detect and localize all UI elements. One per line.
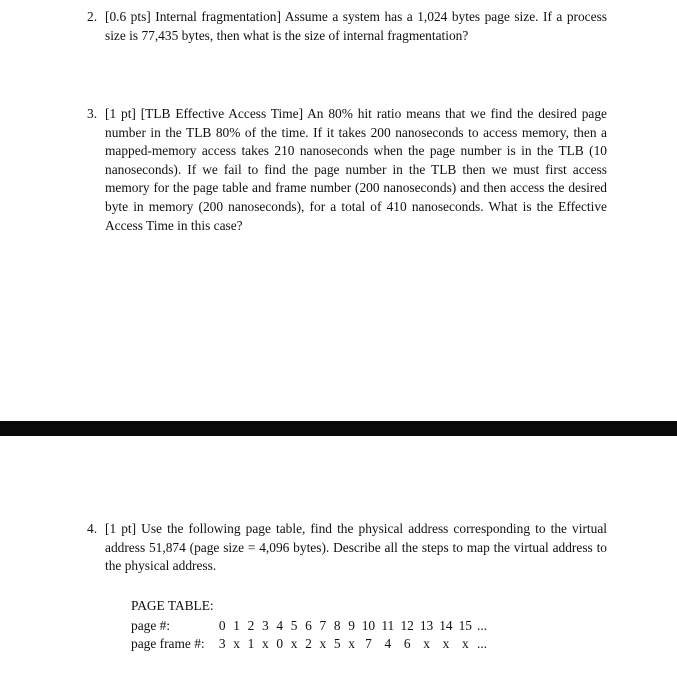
page-frame-cell: x — [348, 636, 355, 652]
page-number-cell: 14 — [439, 617, 453, 633]
page-frame-cell: x — [319, 636, 327, 652]
page-number-cell: 6 — [305, 617, 312, 633]
page-number-cell: 13 — [419, 617, 434, 633]
question-4-text: [1 pt] Use the following page table, find the physical address corresponding to the virtual address 51,874 (page size = 4,096 bytes). Describe all the steps to map the virtual address to the physical address. — [105, 521, 607, 574]
page-frame-cell: x — [261, 636, 269, 652]
page-number-cell: 12 — [400, 617, 414, 633]
page-frame-cell: 7 — [365, 636, 372, 652]
page-frame-cell: 3 — [218, 636, 226, 652]
page-frame-cell: x — [233, 636, 240, 652]
page-number-cell: 5 — [290, 617, 298, 633]
question-2 — [87, 8, 607, 45]
page-number-row — [131, 617, 487, 636]
page-frame-row — [131, 635, 487, 654]
page-number-cell: 9 — [348, 617, 355, 633]
page-number-cell: 7 — [319, 617, 327, 633]
page-frame-cells — [215, 635, 475, 654]
question-3-text: [1 pt] [TLB Effective Access Time] An 80% hit ratio means that we find the desired page number in the TLB 80% of the time. If it takes 200 nanoseconds to access memory, then a mapped-memory access takes 210 nanoseconds when the page number is in the TLB (10 nanoseconds). If we fail to find the page number in the TLB then we must first access memory for the page table and frame number (200 nanoseconds) and then access the desired byte in memory (200 nanoseconds), for a total of 410 nanoseconds. What is the Effective Access Time in this case? — [105, 106, 607, 233]
page-frame-cell: 5 — [333, 636, 341, 652]
page-frame-cell: 2 — [305, 636, 312, 652]
page-frame-cell: 4 — [384, 636, 392, 652]
page-frame-label: page frame #: — [131, 636, 205, 652]
page-number-cell: 10 — [361, 617, 376, 633]
page-number-cell: 4 — [276, 617, 284, 633]
question-2-text: [0.6 pts] Internal fragmentation] Assume a system has a 1,024 bytes page size. If a process size is 77,435 bytes, then what is the size of internal fragmentation? — [105, 9, 607, 43]
black-divider-bar — [0, 421, 677, 436]
page-number-cell: 1 — [233, 617, 240, 633]
page-number-cell: 2 — [247, 617, 255, 633]
question-4-number: 4. — [87, 521, 98, 536]
page-frame-cell: 6 — [403, 636, 411, 652]
page-number-ellipsis: ... — [477, 617, 488, 633]
question-4 — [87, 520, 607, 576]
page-number-cells — [215, 617, 475, 636]
page-frame-ellipsis: ... — [477, 636, 488, 652]
page-frame-cell: 0 — [276, 636, 284, 652]
page-number-cell: 8 — [333, 617, 341, 633]
page-number-label: page #: — [131, 617, 171, 633]
page-number-cell: 15 — [458, 617, 472, 633]
page-frame-cell: x — [442, 636, 450, 652]
page-frame-cell: x — [290, 636, 298, 652]
page-frame-cell: 1 — [247, 636, 255, 652]
page-table-title: PAGE TABLE: — [131, 598, 214, 613]
question-2-number: 2. — [87, 9, 98, 24]
page-table — [131, 597, 487, 654]
question-3 — [87, 105, 607, 235]
page-number-cell: 0 — [218, 617, 226, 633]
page-frame-cell: x — [423, 636, 430, 652]
question-3-number: 3. — [87, 106, 98, 121]
page-number-cell: 11 — [381, 617, 395, 633]
page-number-cell: 3 — [261, 617, 269, 633]
page-frame-cell: x — [461, 636, 469, 652]
